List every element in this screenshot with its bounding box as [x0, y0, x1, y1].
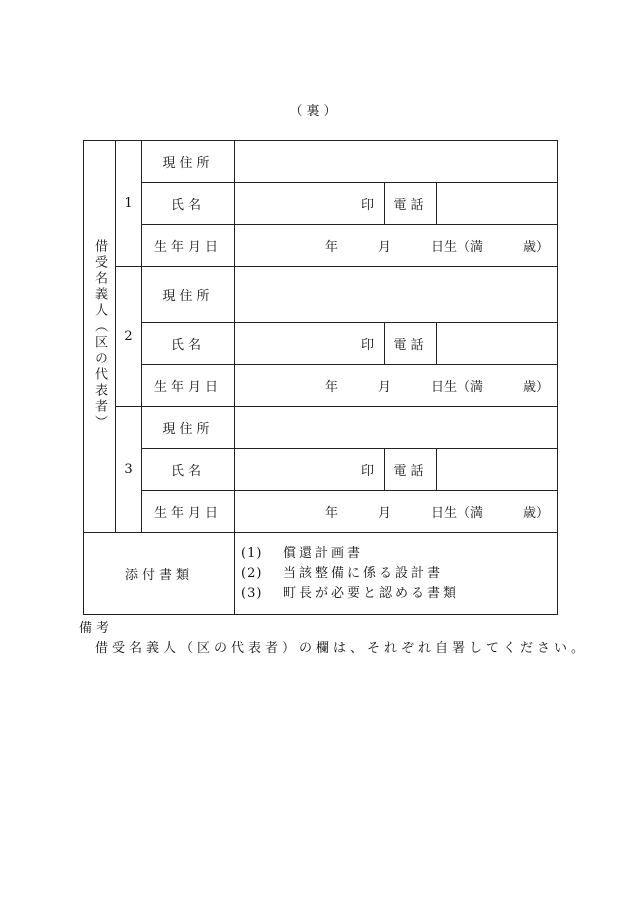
attachment-item: (1) 償還計画書 — [241, 545, 364, 561]
attachment-item: (3) 町長が必要と認める書類 — [241, 585, 460, 601]
attachments-label: 添付書類 — [84, 533, 235, 615]
name-field[interactable] — [235, 449, 385, 491]
borrower-1-birth-row — [84, 225, 558, 267]
remarks-heading: 備考 — [79, 621, 114, 636]
address-label: 現住所 — [142, 141, 235, 183]
day-born-label: 日生（満 — [430, 240, 483, 255]
seal-mark: 印 — [360, 464, 374, 479]
attachments-list — [235, 533, 558, 615]
phone-field[interactable] — [437, 323, 558, 365]
borrower-3-address-row — [84, 407, 558, 449]
birthdate-field[interactable] — [235, 491, 558, 533]
age-label: 歳） — [522, 240, 549, 255]
year-label: 年 — [325, 380, 339, 395]
year-label: 年 — [325, 240, 339, 255]
day-born-label: 日生（満 — [430, 380, 483, 395]
borrower-form-table — [83, 140, 558, 615]
name-field[interactable] — [235, 323, 385, 365]
birthdate-field[interactable] — [235, 365, 558, 407]
borrower-2-name-row — [84, 323, 558, 365]
name-label: 氏名 — [142, 323, 235, 365]
month-label: 月 — [377, 506, 391, 521]
borrower-3-name-row — [84, 449, 558, 491]
attachments-row — [84, 533, 558, 615]
birthdate-label: 生年月日 — [142, 225, 235, 267]
remarks-text: 借受名義人（区の代表者）の欄は、それぞれ自署してください。 — [95, 641, 589, 656]
month-label: 月 — [377, 240, 391, 255]
age-label: 歳） — [522, 506, 549, 521]
birthdate-label: 生年月日 — [142, 365, 235, 407]
borrower-1-name-row — [84, 183, 558, 225]
age-label: 歳） — [522, 380, 549, 395]
birthdate-label: 生年月日 — [142, 491, 235, 533]
phone-field[interactable] — [437, 183, 558, 225]
phone-field[interactable] — [437, 449, 558, 491]
borrower-number: 3 — [116, 407, 142, 533]
attachment-item: (2) 当該整備に係る設計書 — [241, 565, 444, 581]
address-field[interactable] — [235, 407, 558, 449]
seal-mark: 印 — [360, 198, 374, 213]
borrower-2-birth-row — [84, 365, 558, 407]
borrower-2-address-row — [84, 267, 558, 323]
address-label: 現住所 — [142, 267, 235, 323]
year-label: 年 — [325, 506, 339, 521]
phone-label: 電話 — [385, 183, 437, 225]
borrower-header: 借受名義人（区の代表者） — [84, 141, 116, 533]
borrower-number: 1 — [116, 141, 142, 267]
name-field[interactable] — [235, 183, 385, 225]
month-label: 月 — [377, 380, 391, 395]
day-born-label: 日生（満 — [430, 506, 483, 521]
page-title: （裏） — [289, 104, 341, 119]
address-field[interactable] — [235, 141, 558, 183]
borrower-1-address-row — [84, 141, 558, 183]
address-field[interactable] — [235, 267, 558, 323]
seal-mark: 印 — [360, 338, 374, 353]
address-label: 現住所 — [142, 407, 235, 449]
phone-label: 電話 — [385, 323, 437, 365]
borrower-3-birth-row — [84, 491, 558, 533]
phone-label: 電話 — [385, 449, 437, 491]
name-label: 氏名 — [142, 449, 235, 491]
name-label: 氏名 — [142, 183, 235, 225]
birthdate-field[interactable] — [235, 225, 558, 267]
borrower-number: 2 — [116, 267, 142, 407]
